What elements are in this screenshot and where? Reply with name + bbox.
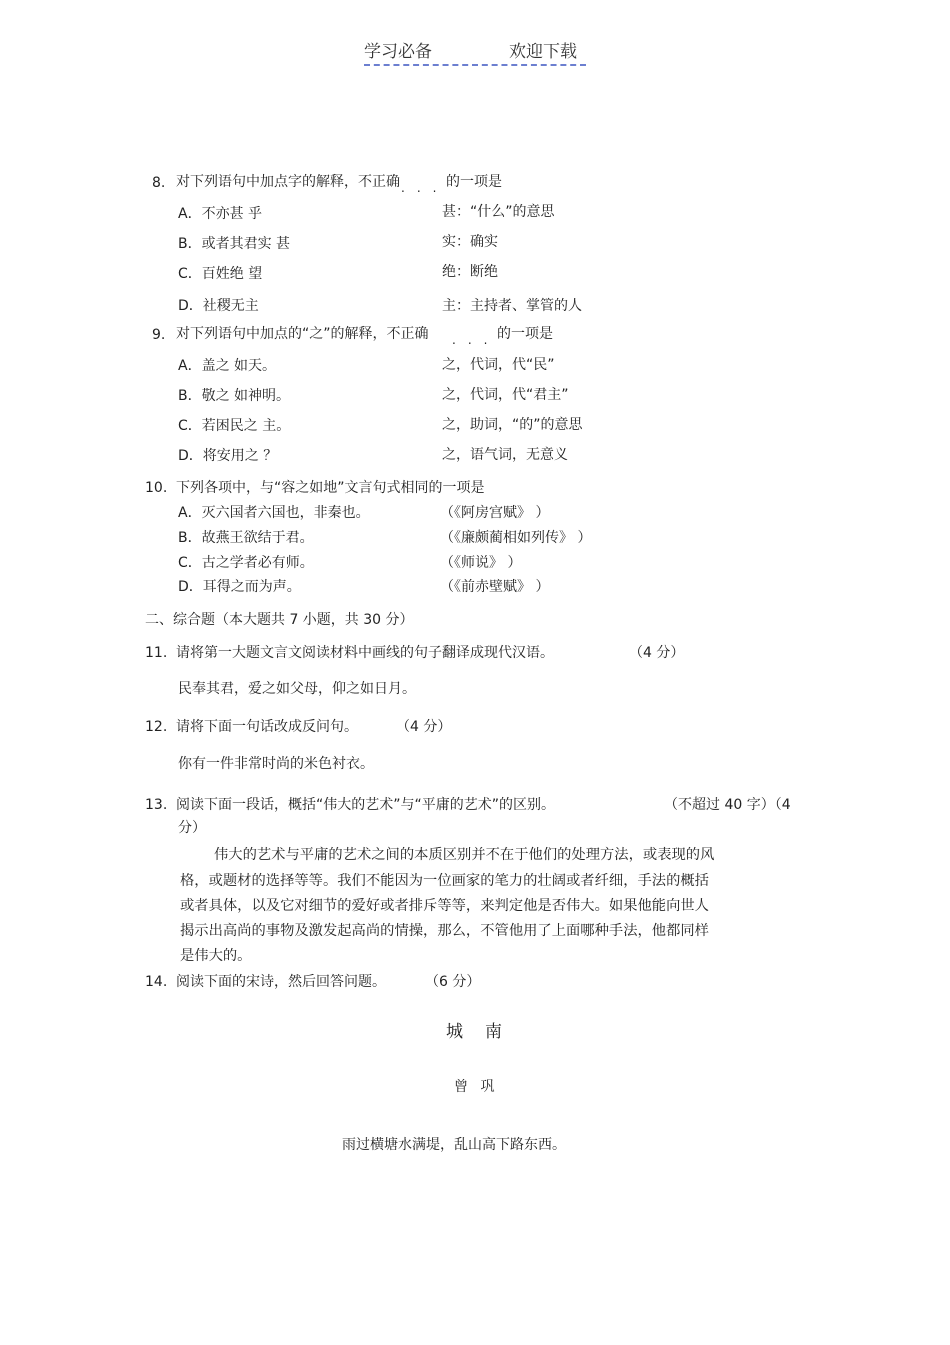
poem-author: 曾 巩 bbox=[454, 1079, 499, 1095]
q8-number: 8. bbox=[152, 175, 166, 191]
q13-passage-line-2: 格，或题材的选择等等。我们不能因为一位画家的笔力的壮阔或者纤细，手法的概括 bbox=[180, 873, 709, 889]
q9-option-a-note: 之，代词，代“民” bbox=[442, 357, 555, 373]
q9-stem-end: 的一项是 bbox=[497, 326, 553, 342]
q8-option-a-note: 甚：“什么”的意思 bbox=[442, 204, 555, 220]
q8-stem: 对下列语句中加点字的解释，不正确 bbox=[176, 174, 400, 190]
q9-option-c: C．若困民之 主。 bbox=[178, 418, 291, 434]
q12-stem: 请将下面一句话改成反问句。 bbox=[176, 719, 358, 735]
header-right-text: 欢迎下载 bbox=[509, 42, 577, 62]
q10-option-a-source: （《阿房宫赋》 ） bbox=[440, 505, 550, 521]
q12-text: 你有一件非常时尚的米色衬衣。 bbox=[178, 756, 374, 772]
q8-stem-end: 的一项是 bbox=[446, 174, 502, 190]
q9-option-d: D．将安用之 ？ bbox=[178, 448, 278, 464]
poem-title: 城南 bbox=[446, 1022, 524, 1042]
q13-passage-line-4: 揭示出高尚的事物及激发起高尚的情操，那么，不管他用了上面哪种手法，他都同样 bbox=[180, 923, 709, 939]
q8-option-b-note: 实：确实 bbox=[442, 234, 498, 250]
q8-option-d-note: 主：主持者、掌管的人 bbox=[442, 298, 582, 314]
header-divider bbox=[364, 64, 586, 66]
q9-stem: 对下列语句中加点的“之”的解释，不正确 bbox=[176, 326, 429, 342]
q10-option-a: A．灭六国者六国也，非秦也。 bbox=[178, 505, 370, 521]
q12-number: 12. bbox=[145, 719, 168, 735]
q13-stem: 阅读下面一段话，概括“伟大的艺术”与“平庸的艺术”的区别。 bbox=[176, 797, 556, 813]
q10-option-b: B．故燕王欲结于君。 bbox=[178, 530, 314, 546]
q8-option-d: D．社稷无主 bbox=[178, 298, 259, 314]
q10-option-b-source: （《廉颇蔺相如列传》 ） bbox=[440, 530, 592, 546]
q13-passage-line-5: 是伟大的。 bbox=[180, 948, 252, 964]
q13-passage-line-1: 伟大的艺术与平庸的艺术之间的本质区别并不在于他们的处理方法，或表现的风 bbox=[214, 847, 715, 863]
q8-option-a: A．不亦甚 乎 bbox=[178, 206, 263, 222]
q8-option-c: C．百姓绝 望 bbox=[178, 266, 263, 282]
q10-option-d-source: （《前赤壁赋》 ） bbox=[440, 579, 550, 595]
q10-option-c: C．古之学者必有师。 bbox=[178, 555, 314, 571]
q11-text: 民奉其君，爱之如父母，仰之如日月。 bbox=[178, 681, 416, 697]
q9-stem-emphasis-dots: ... bbox=[452, 333, 500, 347]
q13-score-continued: 分） bbox=[178, 820, 206, 836]
q10-option-d: D．耳得之而为声。 bbox=[178, 579, 301, 595]
q14-score: （6 分） bbox=[425, 974, 481, 990]
q9-option-b-note: 之，代词，代“君主” bbox=[442, 387, 569, 403]
q9-number: 9. bbox=[152, 327, 166, 343]
q9-option-c-note: 之，助词，“的”的意思 bbox=[442, 417, 583, 433]
q14-number: 14. bbox=[145, 974, 168, 990]
q13-number: 13. bbox=[145, 797, 168, 813]
q9-option-b: B．敬之 如神明。 bbox=[178, 388, 291, 404]
q8-option-b: B．或者其君实 甚 bbox=[178, 236, 291, 252]
q10-number: 10. bbox=[145, 480, 168, 496]
q8-stem-emphasis-dots: ... bbox=[401, 181, 449, 195]
q13-passage-line-3: 或者具体，以及它对细节的爱好或者排斥等等，来判定他是否伟大。如果他能向世人 bbox=[180, 898, 709, 914]
q8-option-c-note: 绝：断绝 bbox=[442, 264, 498, 280]
q10-stem: 下列各项中，与“容之如地”文言句式相同的一项是 bbox=[176, 480, 485, 496]
q9-option-d-note: 之，语气词，无意义 bbox=[442, 447, 568, 463]
section-2-heading: 二、综合题（本大题共 7 小题，共 30 分） bbox=[145, 612, 414, 628]
poem-line-1: 雨过横塘水满堤，乱山高下路东西。 bbox=[342, 1137, 566, 1153]
q13-score: （不超过 40 字）（4 bbox=[664, 797, 791, 813]
header-left-text: 学习必备 bbox=[364, 42, 432, 62]
q11-number: 11. bbox=[145, 645, 168, 661]
q11-stem: 请将第一大题文言文阅读材料中画线的句子翻译成现代汉语。 bbox=[176, 645, 554, 661]
q10-option-c-source: （《师说》 ） bbox=[440, 555, 522, 571]
q12-score: （4 分） bbox=[396, 719, 452, 735]
q11-score: （4 分） bbox=[629, 645, 685, 661]
q14-stem: 阅读下面的宋诗，然后回答问题。 bbox=[176, 974, 386, 990]
q9-option-a: A．盖之 如天。 bbox=[178, 358, 277, 374]
